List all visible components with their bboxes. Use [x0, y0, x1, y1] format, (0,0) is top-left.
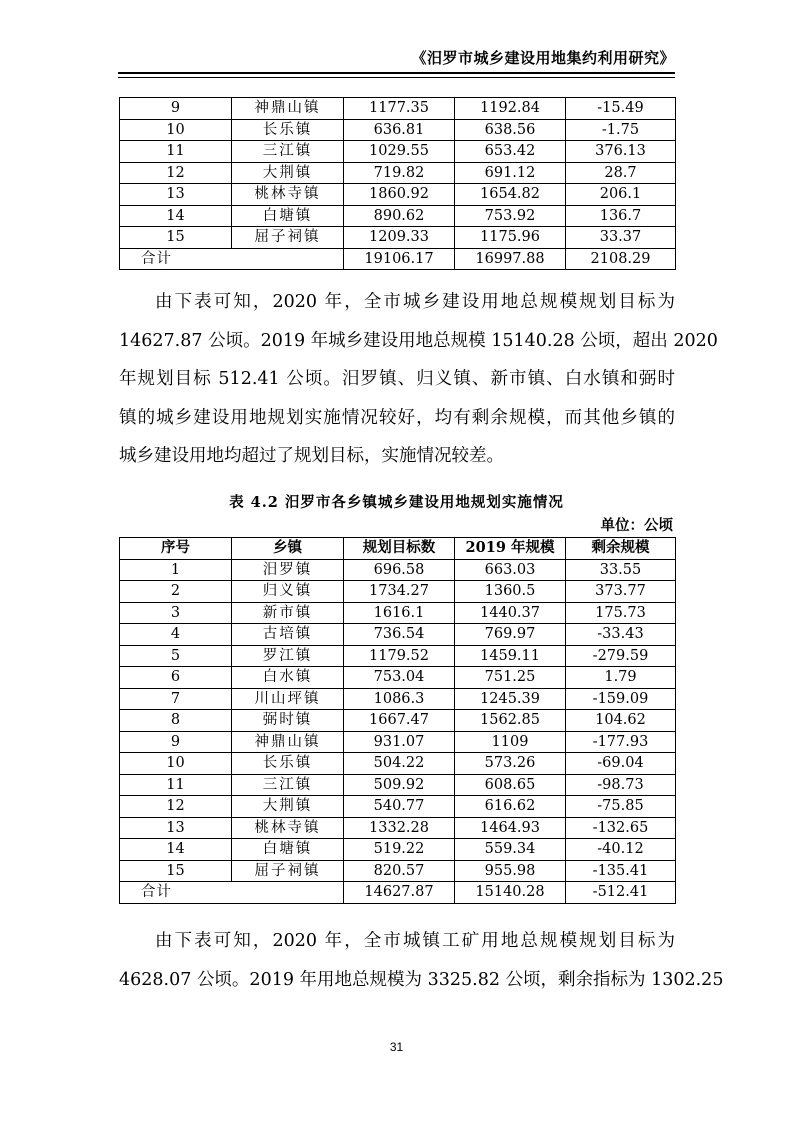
cell-town: 大荆镇 — [232, 796, 344, 818]
table-row — [120, 581, 676, 603]
cell-scale: 955.98 — [455, 860, 566, 882]
cell-index: 12 — [120, 796, 232, 818]
cell-index: 14 — [120, 839, 232, 861]
cell-scale: 1459.11 — [455, 645, 566, 667]
cell-target: 636.81 — [344, 119, 455, 141]
cell-total-label: 合计 — [120, 882, 344, 904]
cell-index: 14 — [120, 205, 232, 227]
cell-target: 820.57 — [344, 860, 455, 882]
cell-index: 15 — [120, 860, 232, 882]
cell-scale: 638.56 — [455, 119, 566, 141]
paragraph-2 — [119, 922, 724, 999]
cell-remaining: 206.1 — [566, 184, 676, 206]
column-header-2019-scale: 2019 年规模 — [455, 538, 566, 560]
cell-target: 1086.3 — [344, 688, 455, 710]
table-row — [120, 98, 676, 120]
cell-scale: 753.92 — [455, 205, 566, 227]
cell-index: 2 — [120, 581, 232, 603]
running-header-title: 《汨罗市城乡建设用地集约利用研究》 — [411, 49, 675, 67]
cell-remaining: 376.13 — [566, 141, 676, 163]
cell-total-remaining: -512.41 — [566, 882, 676, 904]
table-row — [120, 688, 676, 710]
page-number: 31 — [389, 1040, 404, 1054]
cell-index: 8 — [120, 710, 232, 732]
header-rule-thin — [118, 77, 675, 78]
cell-scale: 663.03 — [455, 559, 566, 581]
cell-town: 白水镇 — [232, 667, 344, 689]
cell-town: 桃林寺镇 — [232, 817, 344, 839]
table-row — [120, 141, 676, 163]
table-row — [120, 559, 676, 581]
cell-target: 753.04 — [344, 667, 455, 689]
cell-target: 1209.33 — [344, 227, 455, 249]
cell-remaining: -135.41 — [566, 860, 676, 882]
cell-remaining: -177.93 — [566, 731, 676, 753]
paragraph-line: 由下表可知，2020 年，全市城乡建设用地总规模规划目标为 — [155, 292, 675, 312]
cell-town: 罗江镇 — [232, 645, 344, 667]
table-continued-body — [120, 98, 676, 270]
table-total-row — [120, 882, 676, 904]
cell-scale: 616.62 — [455, 796, 566, 818]
cell-town: 弼时镇 — [232, 710, 344, 732]
cell-target: 719.82 — [344, 162, 455, 184]
table-row — [120, 184, 676, 206]
table-total-row — [120, 248, 676, 270]
cell-remaining: 33.37 — [566, 227, 676, 249]
cell-index: 13 — [120, 817, 232, 839]
table-caption: 表 4.2 汨罗市各乡镇城乡建设用地规划实施情况 — [229, 494, 564, 511]
column-header-town: 乡镇 — [232, 538, 344, 560]
paragraph-line: 城乡建设用地均超过了规划目标，实施情况较差。 — [119, 446, 504, 466]
cell-remaining: -279.59 — [566, 645, 676, 667]
cell-remaining: 175.73 — [566, 602, 676, 624]
table-row — [120, 774, 676, 796]
cell-total-target: 19106.17 — [344, 248, 455, 270]
cell-town: 古培镇 — [232, 624, 344, 646]
cell-target: 504.22 — [344, 753, 455, 775]
cell-remaining: -1.75 — [566, 119, 676, 141]
table-row — [120, 205, 676, 227]
table-row — [120, 710, 676, 732]
cell-town: 神鼎山镇 — [232, 731, 344, 753]
header-rule-thick — [118, 72, 675, 74]
table-row — [120, 227, 676, 249]
cell-scale: 769.97 — [455, 624, 566, 646]
cell-town: 汨罗镇 — [232, 559, 344, 581]
cell-town: 新市镇 — [232, 602, 344, 624]
table-row — [120, 667, 676, 689]
cell-town: 屈子祠镇 — [232, 860, 344, 882]
cell-scale: 1654.82 — [455, 184, 566, 206]
table-4-2 — [119, 537, 676, 904]
cell-remaining: 28.7 — [566, 162, 676, 184]
cell-target: 696.58 — [344, 559, 455, 581]
cell-total-scale: 16997.88 — [455, 248, 566, 270]
table-header-row — [120, 538, 676, 560]
cell-town: 白塘镇 — [232, 839, 344, 861]
cell-target: 1667.47 — [344, 710, 455, 732]
cell-remaining: -15.49 — [566, 98, 676, 120]
cell-town: 大荆镇 — [232, 162, 344, 184]
cell-remaining: 373.77 — [566, 581, 676, 603]
cell-index: 12 — [120, 162, 232, 184]
cell-index: 10 — [120, 119, 232, 141]
cell-target: 1029.55 — [344, 141, 455, 163]
cell-index: 6 — [120, 667, 232, 689]
paragraph-1 — [119, 283, 718, 476]
cell-target: 540.77 — [344, 796, 455, 818]
cell-remaining: -159.09 — [566, 688, 676, 710]
column-header-index: 序号 — [120, 538, 232, 560]
cell-town: 川山坪镇 — [232, 688, 344, 710]
cell-town: 神鼎山镇 — [232, 98, 344, 120]
cell-town: 长乐镇 — [232, 753, 344, 775]
table-unit-label: 单位：公顷 — [600, 517, 673, 534]
table-row — [120, 162, 676, 184]
cell-index: 3 — [120, 602, 232, 624]
cell-target: 1860.92 — [344, 184, 455, 206]
cell-remaining: 33.55 — [566, 559, 676, 581]
cell-remaining: -40.12 — [566, 839, 676, 861]
cell-scale: 1109 — [455, 731, 566, 753]
table-row — [120, 860, 676, 882]
table-row — [120, 817, 676, 839]
cell-target: 1332.28 — [344, 817, 455, 839]
cell-remaining: -75.85 — [566, 796, 676, 818]
cell-index: 13 — [120, 184, 232, 206]
cell-remaining: -132.65 — [566, 817, 676, 839]
table-row — [120, 796, 676, 818]
cell-index: 9 — [120, 731, 232, 753]
cell-scale: 1175.96 — [455, 227, 566, 249]
column-header-target: 规划目标数 — [344, 538, 455, 560]
cell-scale: 573.26 — [455, 753, 566, 775]
table-row — [120, 602, 676, 624]
cell-town: 屈子祠镇 — [232, 227, 344, 249]
cell-index: 10 — [120, 753, 232, 775]
paragraph-line: 14627.87 公顷。2019 年城乡建设用地总规模 15140.28 公顷，超出 2020 — [119, 330, 718, 351]
cell-town: 白塘镇 — [232, 205, 344, 227]
cell-scale: 1464.93 — [455, 817, 566, 839]
cell-town: 归义镇 — [232, 581, 344, 603]
cell-target: 519.22 — [344, 839, 455, 861]
cell-town: 三江镇 — [232, 774, 344, 796]
cell-total-scale: 15140.28 — [455, 882, 566, 904]
paragraph-line: 年规划目标 512.41 公顷。汨罗镇、归义镇、新市镇、白水镇和弼时 — [119, 369, 675, 389]
paragraph-line: 镇的城乡建设用地规划实施情况较好，均有剩余规模，而其他乡镇的 — [119, 407, 675, 428]
cell-target: 1734.27 — [344, 581, 455, 603]
table-4-2-body — [120, 559, 676, 903]
cell-scale: 1245.39 — [455, 688, 566, 710]
cell-scale: 1360.5 — [455, 581, 566, 603]
cell-total-remaining: 2108.29 — [566, 248, 676, 270]
cell-scale: 559.34 — [455, 839, 566, 861]
cell-index: 1 — [120, 559, 232, 581]
cell-target: 1179.52 — [344, 645, 455, 667]
cell-remaining: 136.7 — [566, 205, 676, 227]
cell-remaining: -33.43 — [566, 624, 676, 646]
cell-index: 11 — [120, 141, 232, 163]
cell-scale: 691.12 — [455, 162, 566, 184]
cell-total-label: 合计 — [120, 248, 344, 270]
cell-town: 桃林寺镇 — [232, 184, 344, 206]
paragraph-line: 4628.07 公顷。2019 年用地总规模为 3325.82 公顷，剩余指标为 1302.25 — [119, 969, 724, 990]
cell-scale: 751.25 — [455, 667, 566, 689]
column-header-remaining: 剩余规模 — [566, 538, 676, 560]
cell-target: 890.62 — [344, 205, 455, 227]
cell-index: 4 — [120, 624, 232, 646]
cell-index: 15 — [120, 227, 232, 249]
cell-index: 7 — [120, 688, 232, 710]
cell-target: 509.92 — [344, 774, 455, 796]
cell-remaining: 1.79 — [566, 667, 676, 689]
cell-town: 长乐镇 — [232, 119, 344, 141]
cell-target: 1616.1 — [344, 602, 455, 624]
cell-target: 931.07 — [344, 731, 455, 753]
cell-total-target: 14627.87 — [344, 882, 455, 904]
cell-index: 11 — [120, 774, 232, 796]
cell-scale: 1562.85 — [455, 710, 566, 732]
paragraph-line: 由下表可知，2020 年，全市城镇工矿用地总规模规划目标为 — [155, 931, 675, 951]
cell-index: 5 — [120, 645, 232, 667]
cell-scale: 1440.37 — [455, 602, 566, 624]
table-row — [120, 119, 676, 141]
cell-remaining: -98.73 — [566, 774, 676, 796]
cell-scale: 653.42 — [455, 141, 566, 163]
table-row — [120, 839, 676, 861]
table-row — [120, 624, 676, 646]
cell-remaining: -69.04 — [566, 753, 676, 775]
cell-scale: 1192.84 — [455, 98, 566, 120]
cell-town: 三江镇 — [232, 141, 344, 163]
cell-scale: 608.65 — [455, 774, 566, 796]
cell-target: 736.54 — [344, 624, 455, 646]
table-row — [120, 731, 676, 753]
cell-remaining: 104.62 — [566, 710, 676, 732]
table-continued — [119, 97, 676, 270]
cell-target: 1177.35 — [344, 98, 455, 120]
table-row — [120, 753, 676, 775]
table-row — [120, 645, 676, 667]
cell-index: 9 — [120, 98, 232, 120]
